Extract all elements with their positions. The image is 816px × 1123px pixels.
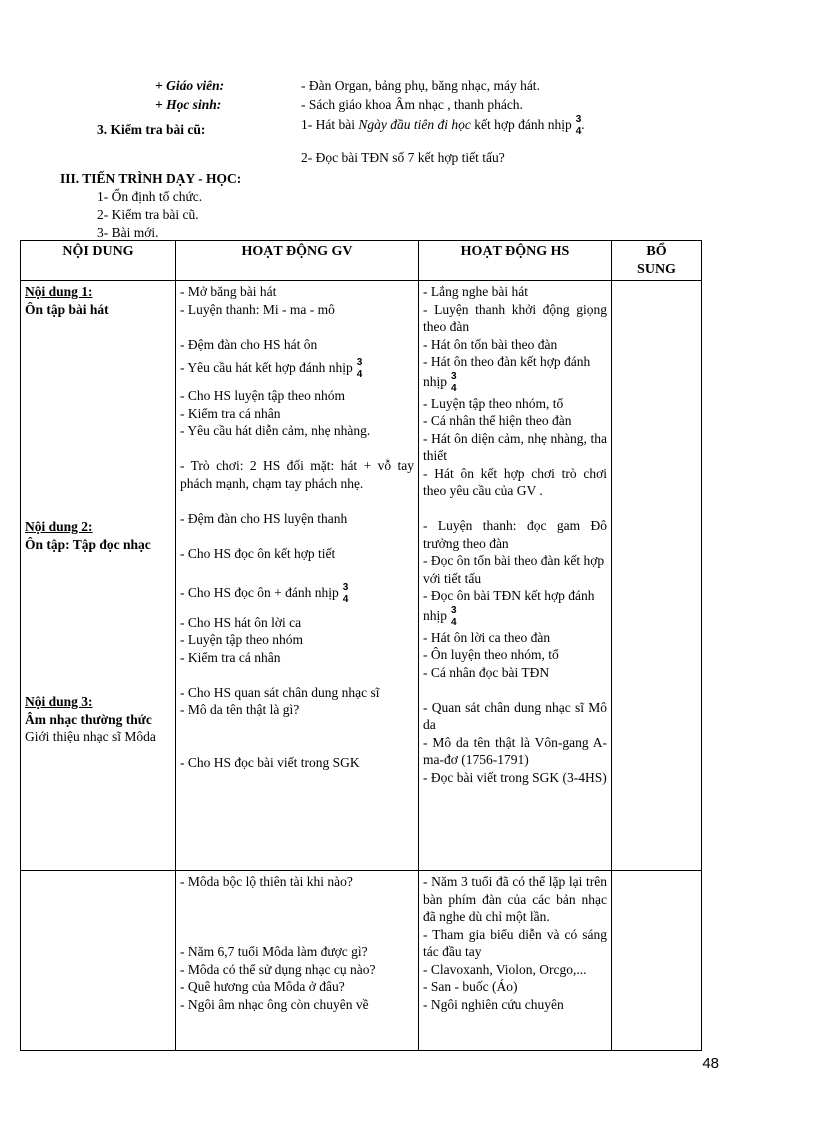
hs-item-with-meter: - Đọc ôn bài TĐN kết hợp đánh nhịp 3 4 (423, 588, 595, 628)
gv-item: - Kiểm tra cá nhân (180, 649, 281, 665)
gv-item: - Môda bộc lộ thiên tài khi nào? (180, 874, 353, 889)
gv-item: - Đệm đàn cho HS hát ôn (180, 336, 318, 352)
hs-item: - Clavoxanh, Violon, Orcgo,... (423, 961, 587, 977)
hs-item: - Cá nhân đọc bài TĐN (423, 664, 550, 680)
extra-cell-2 (612, 871, 702, 1051)
page-number: 48 (702, 1055, 719, 1072)
header-teacher: HOẠT ĐỘNG GV (176, 241, 419, 281)
gv-item: - Kiểm tra cá nhân (180, 405, 281, 421)
gv-item-with-meter: - Yêu cầu hát kết hợp đánh nhịp 3 4 (180, 357, 363, 380)
process-step-2: 2- Kiểm tra bài cũ. (97, 207, 199, 222)
check-item-2: 2- Đọc bài TĐN số 7 kết hợp tiết tấu? (301, 150, 505, 165)
hs-item: - Luyện tập theo nhóm, tổ (423, 395, 564, 411)
gv-item: - Cho HS đọc ôn kết hợp tiết (180, 545, 336, 561)
hs-item: - Đọc ôn tốn bài theo đàn kết hợp với tiết tấu (423, 553, 605, 586)
table-row (21, 871, 702, 1051)
teacher-materials: - Đàn Organ, bảng phụ, băng nhạc, máy hát. (301, 78, 540, 93)
section-3-description: Giới thiệu nhạc sĩ Môda (25, 729, 156, 744)
gv-item: - Luyện tập theo nhóm (180, 632, 303, 647)
section-2-title: Nội dung 2: (25, 519, 93, 534)
section-3-title: Nội dung 3: (25, 694, 93, 709)
section-1-title: Nội dung 1: (25, 284, 93, 299)
gv-item: - Luyện thanh: Mi - ma - mô (180, 301, 335, 317)
hs-item: - Mô da tên thật là Vôn-gang A-ma-đơ (1756-1791) (423, 734, 607, 767)
teacher-activity-cell (176, 281, 419, 871)
student-label: + Học sinh: (155, 97, 222, 112)
header-content: NỘI DUNG (21, 241, 176, 281)
hs-item: - Đọc bài viết trong SGK (3-4HS) (423, 769, 607, 785)
gv-item: - Mở băng bài hát (180, 284, 277, 299)
check-label: 3. Kiểm tra bài cũ: (97, 122, 206, 137)
hs-item: - Quan sát chân dung nhạc sĩ Mô da (423, 699, 607, 732)
student-activity-cell (419, 281, 612, 871)
gv-item: - Quê hương của Môda ở đâu? (180, 979, 345, 994)
gv-item: - Yêu cầu hát diễn cảm, nhẹ nhàng. (180, 423, 371, 438)
hs-item: - Lắng nghe bài hát (423, 284, 528, 299)
gv-item: - Mô da tên thật là gì? (180, 702, 300, 717)
hs-item: - Ôn luyện theo nhóm, tổ (423, 647, 559, 662)
hs-item: - Tham gia biểu diễn và có sáng tác đầu tay (423, 926, 607, 959)
process-step-1: 1- Ổn định tổ chức. (97, 189, 203, 204)
section-3-subtitle: Âm nhạc thường thức (25, 711, 152, 727)
process-step-3: 3- Bài mới. (97, 225, 159, 240)
content-cell (21, 281, 176, 871)
hs-item: - Luyện thanh khởi động giọng theo đàn (423, 301, 607, 334)
gv-item-with-meter: - Cho HS đọc ôn + đánh nhịp 3 4 (180, 581, 349, 605)
hs-item: - San - buốc (Áo) (423, 979, 518, 994)
hs-item: - Năm 3 tuổi đã có thể lặp lại trên bàn phím đàn của các bản nhạc đã nghe dù chỉ một lần. (423, 874, 607, 924)
teacher-label: + Giáo viên: (155, 78, 225, 93)
check-item-1: 1- Hát bài Ngày đầu tiên đi học kết hợp đánh nhịp 3 4 . (301, 114, 585, 137)
gv-item: - Năm 6,7 tuổi Môda làm được gì? (180, 944, 368, 959)
lesson-table (20, 240, 702, 1051)
gv-item: - Trò chơi: 2 HS đối mặt: hát + vỗ tay phách mạnh, chạm tay phách nhẹ. (180, 458, 414, 491)
content-cell-2 (21, 871, 176, 1051)
hs-item: - Ngôi nghiên cứu chuyên (423, 996, 564, 1012)
hs-item-with-meter: - Hát ôn theo đàn kết hợp đánh nhịp 3 4 (423, 354, 591, 394)
hs-item: - Cá nhân thể hiện theo đàn (423, 413, 572, 428)
section-2-subtitle: Ôn tập: Tập đọc nhạc (25, 536, 151, 552)
hs-item: - Hát ôn lời ca theo đàn (423, 629, 551, 645)
hs-item: - Hát ôn kết hợp chơi trò chơi theo yêu cầu của GV . (423, 465, 607, 498)
student-activity-cell-2 (419, 871, 612, 1051)
gv-item: - Cho HS luyện tập theo nhóm (180, 388, 345, 403)
teacher-activity-cell-2 (176, 871, 419, 1051)
process-title: III. TIẾN TRÌNH DẠY - HỌC: (60, 171, 242, 186)
gv-item: - Cho HS hát ôn lời ca (180, 614, 302, 630)
gv-item: - Ngôi âm nhạc ông còn chuyên về (180, 996, 369, 1012)
hs-item: - Hát ôn diện cảm, nhẹ nhàng, tha thiết (423, 430, 607, 463)
header-student: HOẠT ĐỘNG HS (419, 241, 612, 281)
section-1-subtitle: Ôn tập bài hát (25, 301, 109, 317)
hs-item: - Hát ôn tốn bài theo đàn (423, 336, 558, 352)
gv-item: - Môda có thể sử dụng nhạc cụ nào? (180, 961, 376, 977)
table-header-row (21, 241, 702, 281)
hs-item: - Luyện thanh: đọc gam Đô trưởng theo đàn (423, 518, 607, 551)
gv-item: - Cho HS đọc bài viết trong SGK (180, 754, 360, 770)
student-materials: - Sách giáo khoa Âm nhạc , thanh phách. (301, 97, 523, 112)
gv-item: - Cho HS quan sát chân dung nhạc sĩ (180, 684, 380, 700)
table-row (21, 281, 702, 871)
time-signature: 3 4 (575, 114, 582, 137)
extra-cell (612, 281, 702, 871)
header-extra: BỔ SUNG (612, 241, 702, 281)
gv-item: - Đệm đàn cho HS luyện thanh (180, 510, 348, 526)
